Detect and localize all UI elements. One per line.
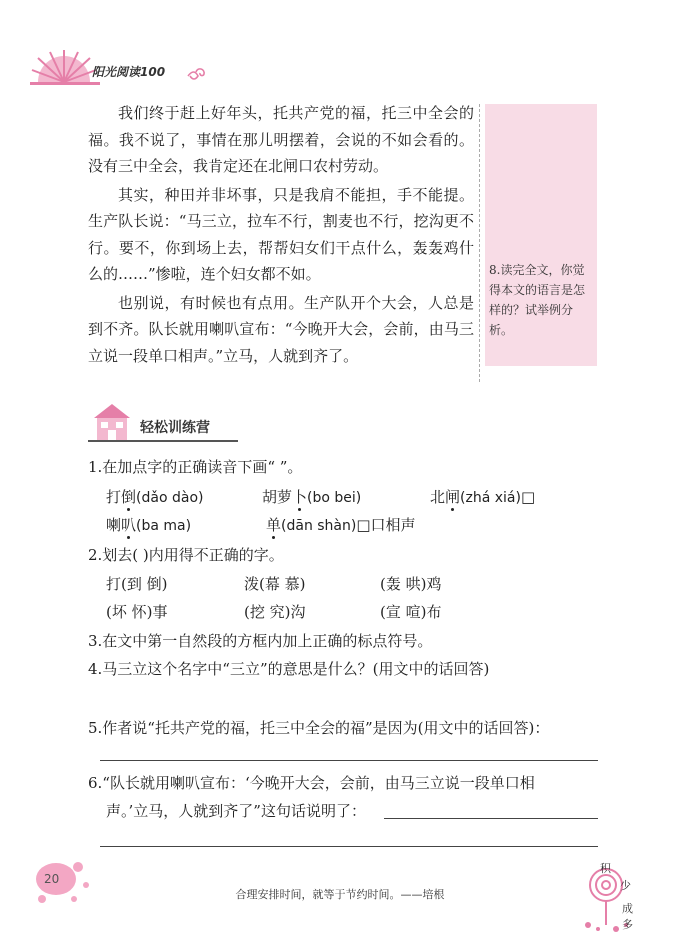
dotted-char: 单 xyxy=(266,516,282,534)
question-2-item: (挖 究)沟 xyxy=(244,603,306,621)
question-1-item: 北闸(zhá xiá)□ xyxy=(430,488,536,506)
passage-paragraph: 我们终于赶上好年头，托共产党的福，托三中全会的福。我不说了，事情在那儿明摆着，会说的不如会看的。没有三中全会，我肯定还在北闸口农村劳动。 xyxy=(88,104,474,175)
question-4-stem: 4.马三立这个名字中“三立”的意思是什么？(用文中的话回答) xyxy=(88,660,490,678)
question-2-item: (宣 喧)布 xyxy=(380,603,442,621)
page-number: 20 xyxy=(44,872,60,886)
question-5-stem: 5.作者说“托共产党的福，托三中全会的福”是因为(用文中的话回答)： xyxy=(88,719,550,737)
dotted-char: 闸 xyxy=(445,488,461,506)
question-1-item: 胡萝卜(bo bei) xyxy=(262,488,362,506)
question-1-item: 打倒(dǎo dào) xyxy=(106,488,204,506)
answer-line[interactable] xyxy=(100,846,598,847)
question-1-item xyxy=(266,514,416,535)
question-2-item: 打(到 倒) xyxy=(106,575,168,593)
dotted-char: 卜 xyxy=(292,488,308,506)
corner-char: 积 xyxy=(600,862,611,875)
dotted-char: 叭 xyxy=(121,516,137,534)
swirl-tree-icon xyxy=(576,855,648,935)
question-1-stem: 1.在加点字的正确读音下画“ ”。 xyxy=(88,458,303,476)
pinyin-options: (bo bei) xyxy=(307,490,362,506)
answer-line[interactable] xyxy=(384,818,598,819)
question-1-item: 喇叭(ba ma) xyxy=(106,516,192,534)
brand-title: 阳光阅读100 xyxy=(92,65,166,79)
question-2-item: (坏 怀)事 xyxy=(106,603,168,621)
corner-char: 成 xyxy=(622,902,633,915)
question-2-stem: 2.划去( )内用得不正确的字。 xyxy=(88,546,284,564)
punctuation-box[interactable]: □口相声 xyxy=(356,516,416,534)
punctuation-box[interactable]: □ xyxy=(520,488,536,506)
question-6-stem-line-1: 6.“队长就用喇叭宣布：‘今晚开大会，会前，由马三立说一段单口相 xyxy=(88,774,535,792)
dotted-char: 倒 xyxy=(121,488,137,506)
pinyin-options: (dān shàn) xyxy=(281,518,357,534)
section-underline xyxy=(88,440,238,442)
pinyin-options: (ba ma) xyxy=(136,518,192,534)
corner-char: 多 xyxy=(622,918,633,931)
side-note-question: 8.读完全文，你觉得本文的语言是怎样的？试举例分析。 xyxy=(489,263,586,337)
pinyin-options: (zhá xiá) xyxy=(460,490,521,506)
corner-char: 少 xyxy=(620,879,631,892)
passage-paragraph: 其实，种田并非坏事，只是我肩不能担，手不能提。生产队长说：“马三立，拉车不行，割麦也不行，挖沟更不行。要不，你到场上去，帮帮妇女们干点什么，轰轰鸡什么的……”惨啦，连个妇女都不如。 xyxy=(88,185,474,283)
section-title: 轻松训练营 xyxy=(140,420,210,436)
answer-line[interactable] xyxy=(100,760,598,761)
margin-divider xyxy=(479,104,481,382)
passage-paragraph: 也别说，有时候也有点用。生产队开个大会，人总是到不齐。队长就用喇叭宣布：“今晚开大会，会前，由马三立说一段单口相声。”立马，人就到齐了。 xyxy=(88,293,474,365)
question-3-stem: 3.在文中第一自然段的方框内加上正确的标点符号。 xyxy=(88,632,433,650)
footer-quote: 合理安排时间，就等于节约时间。——培根 xyxy=(235,888,445,901)
question-2-item: 泼(幕 慕) xyxy=(244,575,306,593)
question-6-stem-line-2: 声。’立马，人就到齐了”这句话说明了： xyxy=(106,802,366,820)
question-2-item: (轰 哄)鸡 xyxy=(380,575,442,593)
pinyin-options: (dǎo dào) xyxy=(136,490,204,506)
house-icon xyxy=(92,402,132,442)
reading-passage xyxy=(88,100,474,369)
